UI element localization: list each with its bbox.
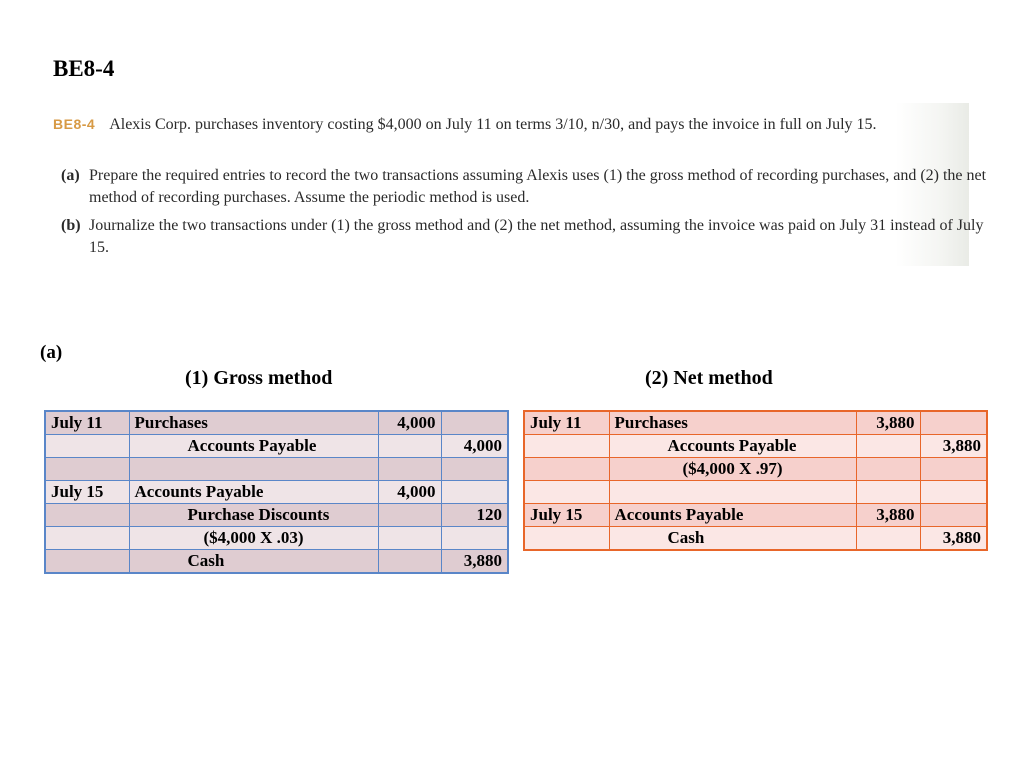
date-cell: July 11 <box>45 411 129 435</box>
credit-cell <box>441 458 508 481</box>
credit-cell: 4,000 <box>441 435 508 458</box>
date-cell <box>524 458 609 481</box>
credit-cell: 3,880 <box>920 527 987 551</box>
debit-cell: 4,000 <box>378 411 441 435</box>
table-row <box>45 411 508 435</box>
account-cell: ($4,000 X .03) <box>129 527 378 550</box>
debit-cell: 4,000 <box>378 481 441 504</box>
date-cell <box>524 481 609 504</box>
account-cell: Purchase Discounts <box>129 504 378 527</box>
problem-statement <box>51 103 987 266</box>
table-row <box>45 481 508 504</box>
problem-part-a <box>61 165 989 209</box>
date-cell: July 15 <box>45 481 129 504</box>
date-cell <box>45 458 129 481</box>
table-row <box>524 504 987 527</box>
problem-intro <box>53 113 961 136</box>
table-row <box>524 435 987 458</box>
credit-cell: 3,880 <box>920 435 987 458</box>
account-cell: Cash <box>609 527 856 551</box>
account-cell <box>129 458 378 481</box>
table-row <box>524 481 987 504</box>
account-cell: Cash <box>129 550 378 574</box>
date-cell <box>524 527 609 551</box>
credit-cell <box>920 458 987 481</box>
slide-title: BE8-4 <box>53 56 115 81</box>
credit-cell <box>441 527 508 550</box>
problem-code: BE8-4 <box>53 116 96 132</box>
problem-intro-text: Alexis Corp. purchases inventory costing $4,000 on July 11 on terms 3/10, n/30, and pays the invoice in full on July 15. <box>109 116 877 133</box>
account-cell: Purchases <box>609 411 856 435</box>
net-method-title: (2) Net method <box>645 367 773 389</box>
debit-cell <box>378 435 441 458</box>
credit-cell <box>441 411 508 435</box>
credit-cell: 3,880 <box>441 550 508 574</box>
table-row <box>45 550 508 574</box>
credit-cell <box>441 481 508 504</box>
part-text: Journalize the two transactions under (1) the gross method and (2) the net method, assuming the invoice was paid on July 31 instead of July 15. <box>89 217 984 256</box>
date-cell: July 11 <box>524 411 609 435</box>
credit-cell <box>920 504 987 527</box>
account-cell: Accounts Payable <box>129 435 378 458</box>
part-text: Prepare the required entries to record the two transactions assuming Alexis uses (1) the gross method of recording purchases, and (2) the net method of recording purchases. Assume the periodic method is used. <box>89 167 987 206</box>
debit-cell: 3,880 <box>856 411 920 435</box>
table-row <box>524 527 987 551</box>
table-row <box>45 504 508 527</box>
gross-method-journal <box>44 410 509 574</box>
section-label: (a) <box>40 342 63 363</box>
debit-cell: 3,880 <box>856 504 920 527</box>
date-cell: July 15 <box>524 504 609 527</box>
part-label: (a) <box>61 167 80 184</box>
debit-cell <box>378 550 441 574</box>
table-row <box>45 435 508 458</box>
table-row <box>45 458 508 481</box>
part-label: (b) <box>61 217 81 234</box>
net-method-journal <box>523 410 988 551</box>
credit-cell <box>920 481 987 504</box>
account-cell <box>609 481 856 504</box>
date-cell <box>45 527 129 550</box>
account-cell: Accounts Payable <box>129 481 378 504</box>
table-row <box>524 458 987 481</box>
date-cell <box>524 435 609 458</box>
debit-cell <box>856 481 920 504</box>
date-cell <box>45 550 129 574</box>
gross-method-title: (1) Gross method <box>185 367 333 389</box>
table-row <box>45 527 508 550</box>
problem-part-b <box>61 215 989 259</box>
credit-cell: 120 <box>441 504 508 527</box>
account-cell: Purchases <box>129 411 378 435</box>
date-cell <box>45 435 129 458</box>
table-row <box>524 411 987 435</box>
debit-cell <box>378 527 441 550</box>
account-cell: Accounts Payable <box>609 435 856 458</box>
date-cell <box>45 504 129 527</box>
debit-cell <box>378 504 441 527</box>
account-cell: Accounts Payable <box>609 504 856 527</box>
credit-cell <box>920 411 987 435</box>
debit-cell <box>378 458 441 481</box>
debit-cell <box>856 458 920 481</box>
debit-cell <box>856 435 920 458</box>
debit-cell <box>856 527 920 551</box>
account-cell: ($4,000 X .97) <box>609 458 856 481</box>
